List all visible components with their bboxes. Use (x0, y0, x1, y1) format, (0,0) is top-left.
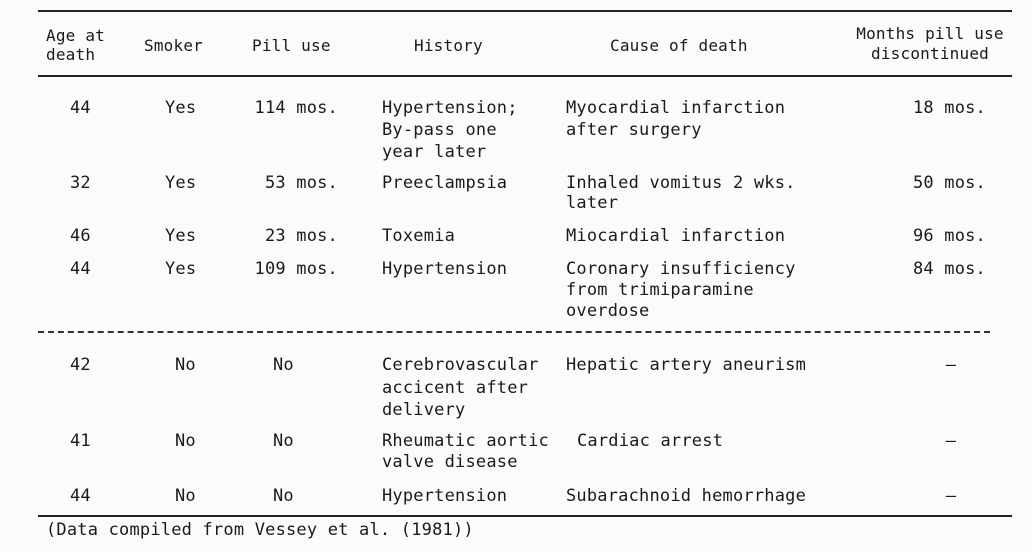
row4-age: 44 (70, 259, 91, 279)
row7-history-1: Hypertension (382, 486, 508, 506)
header-months-line2: discontinued (871, 44, 989, 63)
row2-cause-1: Inhaled vomitus 2 wks. (566, 173, 796, 193)
row6-cause-1: Cardiac arrest (577, 431, 724, 451)
header-pill-use: Pill use (252, 36, 331, 55)
row3-cause-1: Miocardial infarction (566, 226, 786, 246)
row7-cause-1: Subarachnoid hemorrhage (566, 486, 807, 506)
row4-months: 84 mos. (912, 259, 986, 279)
row1-history-2: By-pass one (382, 120, 497, 140)
row3-history-1: Toxemia (382, 226, 456, 246)
row5-cause-1: Hepatic artery aneurism (566, 355, 807, 375)
header-age-line2: death (46, 45, 96, 64)
row6-history-2: valve disease (382, 452, 518, 472)
row7-smoker: No (175, 486, 196, 506)
row5-months-dash: — (945, 355, 957, 375)
row5-age: 42 (70, 355, 91, 375)
row2-smoker: Yes (165, 173, 197, 193)
row4-smoker: Yes (165, 259, 197, 279)
row4-cause-3: overdose (566, 301, 650, 321)
row6-age: 41 (70, 431, 91, 451)
header-history: History (414, 36, 483, 55)
row1-pill: 114 mos. (254, 98, 338, 118)
row5-history-3: delivery (382, 400, 466, 420)
row3-pill: 23 mos. (264, 226, 338, 246)
header-smoker: Smoker (144, 36, 203, 55)
row1-age: 44 (70, 98, 91, 118)
row2-pill: 53 mos. (264, 173, 338, 193)
top-rule (38, 10, 1012, 12)
row1-history-1: Hypertension; (382, 98, 518, 118)
header-rule (38, 75, 1012, 77)
group-separator (38, 331, 990, 333)
row6-pill: No (273, 431, 294, 451)
row6-months-dash: — (945, 431, 957, 451)
header-months-line1: Months pill use (856, 24, 1004, 43)
row5-smoker: No (175, 355, 196, 375)
row7-age: 44 (70, 486, 91, 506)
row3-months: 96 mos. (912, 226, 986, 246)
row4-history-1: Hypertension (382, 259, 508, 279)
row6-history-1: Rheumatic aortic (382, 431, 549, 451)
bottom-rule (38, 515, 1012, 517)
header-cause: Cause of death (610, 36, 748, 55)
row4-cause-2: from trimiparamine (566, 280, 754, 300)
row5-history-2: accicent after (382, 378, 529, 398)
row5-pill: No (273, 355, 294, 375)
row2-cause-2: later (566, 193, 619, 213)
row4-cause-1: Coronary insufficiency (566, 259, 796, 279)
row1-cause-2: after surgery (566, 120, 702, 140)
row7-pill: No (273, 486, 294, 506)
row6-smoker: No (175, 431, 196, 451)
row7-months-dash: — (945, 486, 957, 506)
row2-history-1: Preeclampsia (382, 173, 508, 193)
row2-age: 32 (70, 173, 91, 193)
row5-history-1: Cerebrovascular (382, 355, 539, 375)
row1-cause-1: Myocardial infarction (566, 98, 786, 118)
row2-months: 50 mos. (912, 173, 986, 193)
header-age-line1: Age at (46, 26, 105, 45)
row3-smoker: Yes (165, 226, 197, 246)
row4-pill: 109 mos. (254, 259, 338, 279)
row1-smoker: Yes (165, 98, 197, 118)
row3-age: 46 (70, 226, 91, 246)
row1-months: 18 mos. (912, 98, 986, 118)
row1-history-3: year later (382, 142, 487, 162)
footnote: (Data compiled from Vessey et al. (1981)) (46, 520, 474, 540)
